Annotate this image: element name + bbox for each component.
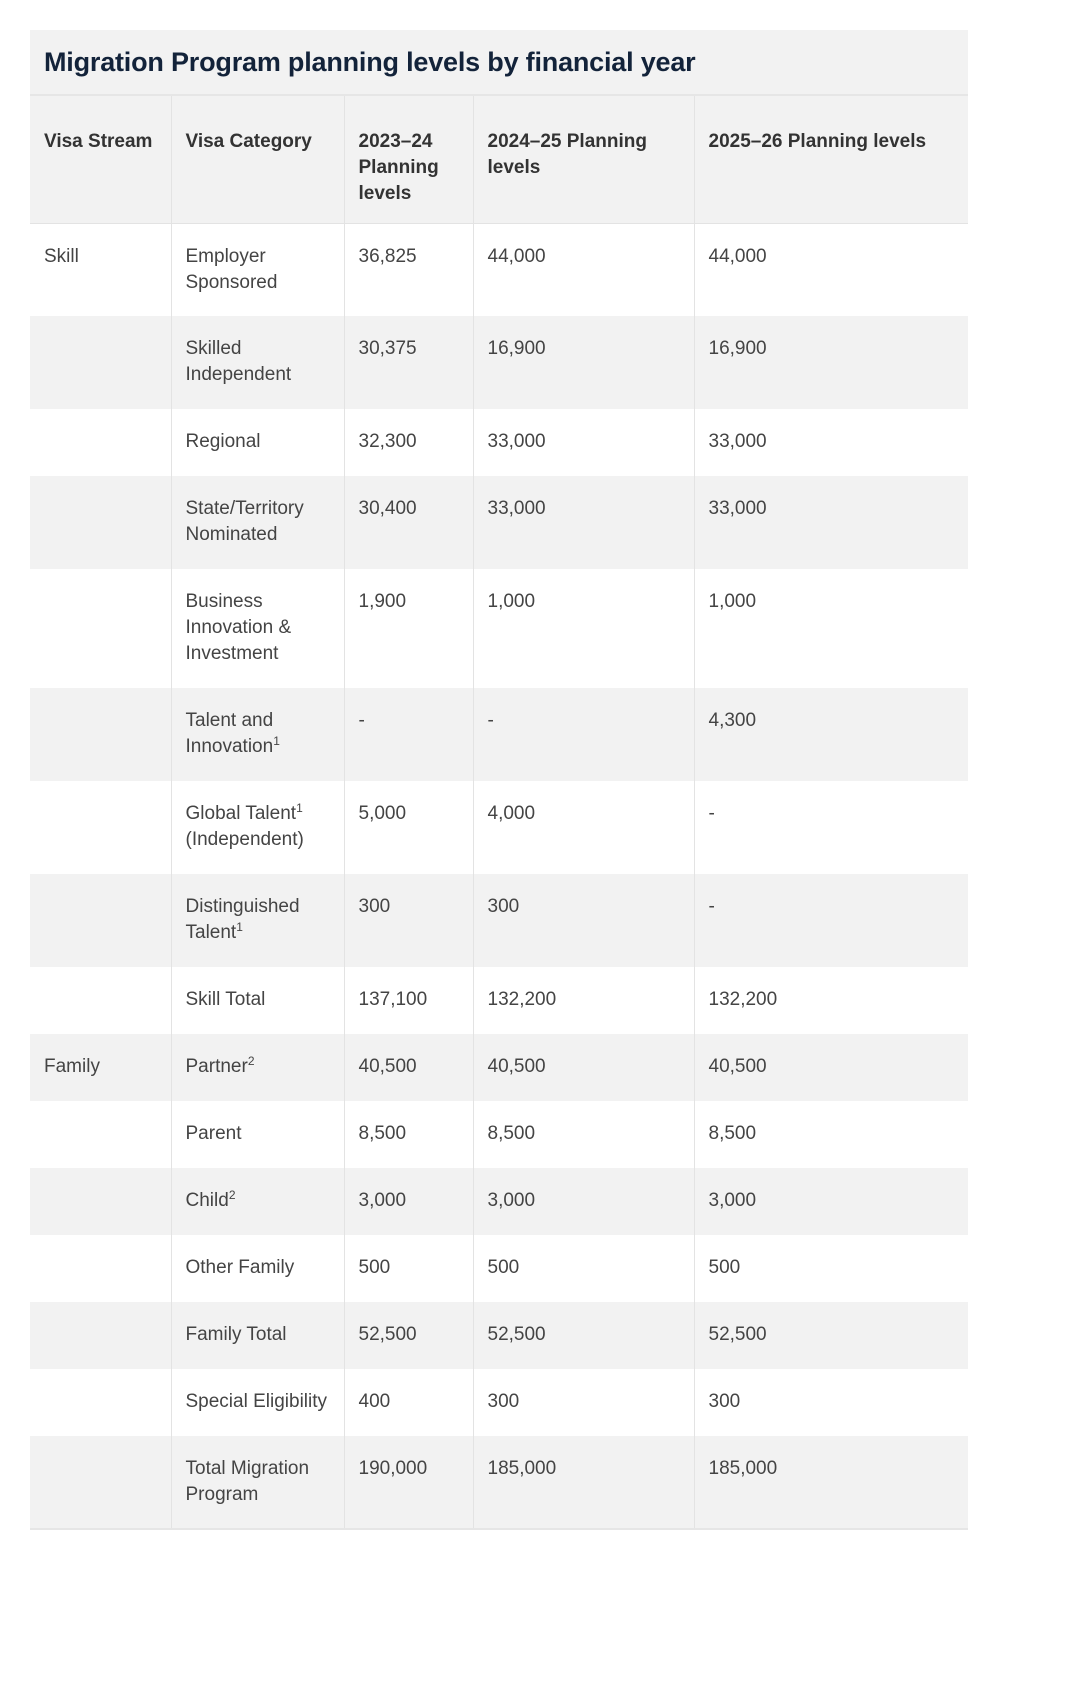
table-row [30,874,968,967]
cell-visa-category [171,967,344,1034]
cell-2025-26-text: 300 [708,1391,741,1412]
cell-2025-26-text: 44,000 [708,245,767,267]
cell-2023-24-text: 137,100 [358,989,428,1010]
cell-2024-25 [473,316,694,409]
cell-2024-25-text: 185,000 [487,1458,557,1479]
cell-2023-24 [344,688,473,781]
cell-2024-25-text: 16,900 [487,338,546,359]
cell-2025-26 [694,316,968,409]
cell-2025-26 [694,781,968,874]
cell-2023-24 [344,781,473,874]
table-row [30,1235,968,1302]
cell-2023-24-text: 5,000 [358,803,407,824]
cell-2024-25 [473,874,694,967]
cell-2023-24 [344,1168,473,1235]
cell-2024-25-text: 33,000 [487,498,546,519]
cell-2025-26-text: 132,200 [708,989,778,1010]
cell-2023-24 [344,1436,473,1529]
table-row [30,223,968,316]
cell-2025-26 [694,476,968,569]
cell-2024-25 [473,1168,694,1235]
cell-2023-24 [344,874,473,967]
cell-2024-25 [473,409,694,476]
cell-visa-category [171,1302,344,1369]
cell-visa-category-text: Business Innovation & Investment [185,591,292,664]
cell-2023-24 [344,1302,473,1369]
cell-2023-24-text: 1,900 [358,591,407,612]
cell-2024-25-text: 1,000 [487,591,536,612]
cell-2025-26-text: 1,000 [708,591,757,612]
cell-2023-24 [344,1369,473,1436]
cell-visa-category-text: Employer Sponsored [185,245,278,293]
cell-2025-26 [694,409,968,476]
cell-2025-26-text: 4,300 [708,710,757,731]
cell-2025-26 [694,1302,968,1369]
cell-2024-25 [473,1436,694,1529]
cell-visa-category-text: Total Migration Program [185,1458,310,1505]
cell-2023-24-text: 32,300 [358,431,417,452]
cell-2024-25 [473,1235,694,1302]
cell-visa-category [171,1235,344,1302]
cell-2023-24 [344,476,473,569]
cell-visa-stream [30,1302,171,1369]
header-2024-25: 2024–25 Planning levels [473,96,694,223]
cell-2025-26-text: - [708,896,715,917]
cell-2025-26-text: 8,500 [708,1123,757,1144]
cell-2023-24-text: 500 [358,1257,391,1278]
cell-2025-26 [694,1369,968,1436]
table-row [30,967,968,1034]
cell-2025-26-text: 33,000 [708,498,767,519]
cell-visa-category-text: Child [185,1190,229,1211]
table-row [30,1302,968,1369]
cell-2025-26-text: 52,500 [708,1324,767,1345]
cell-visa-category [171,1101,344,1168]
cell-2023-24-text: 36,825 [358,245,417,267]
cell-2024-25-text: 3,000 [487,1190,536,1211]
cell-2024-25 [473,688,694,781]
cell-2023-24-text: 300 [358,896,391,917]
cell-visa-category [171,223,344,316]
cell-2025-26 [694,1168,968,1235]
cell-2024-25 [473,1034,694,1101]
cell-2024-25-text: - [487,710,494,731]
cell-visa-category-text: Regional [185,431,261,452]
cell-visa-category-text: Partner [185,1056,248,1077]
cell-2024-25 [473,967,694,1034]
cell-2024-25-text: 8,500 [487,1123,536,1144]
cell-visa-stream [30,781,171,874]
table-row [30,316,968,409]
cell-visa-category-text: State/Territory Nominated [185,498,304,545]
cell-2023-24 [344,1235,473,1302]
table-row [30,1101,968,1168]
cell-visa-category-text: Distinguished Talent [185,896,300,943]
cell-visa-category [171,1168,344,1235]
cell-2023-24 [344,316,473,409]
table-row [30,409,968,476]
header-visa-stream: Visa Stream [30,96,171,223]
table-row [30,1436,968,1529]
cell-2025-26 [694,874,968,967]
cell-2023-24 [344,1034,473,1101]
cell-visa-category-text: Skilled Independent [185,338,292,385]
header-2023-24: 2023–24 Planning levels [344,96,473,223]
cell-2023-24 [344,967,473,1034]
cell-visa-stream [30,569,171,688]
cell-2024-25 [473,781,694,874]
cell-visa-stream [30,1034,171,1101]
cell-2025-26 [694,569,968,688]
table-title-bar [30,30,968,96]
header-visa-category: Visa Category [171,96,344,223]
footnote-marker: 2 [247,1054,255,1068]
cell-visa-stream [30,316,171,409]
cell-2023-24-text: 40,500 [358,1056,417,1077]
cell-2025-26 [694,1436,968,1529]
cell-2025-26 [694,688,968,781]
cell-2025-26 [694,223,968,316]
cell-visa-stream [30,967,171,1034]
cell-2023-24 [344,409,473,476]
cell-2024-25-text: 52,500 [487,1324,546,1345]
cell-visa-category [171,1034,344,1101]
cell-2024-25 [473,1369,694,1436]
cell-2023-24 [344,1101,473,1168]
cell-visa-category-text: Skill Total [185,989,266,1010]
cell-2024-25-text: 500 [487,1257,520,1278]
category-suffix: (Independent) [185,829,304,850]
cell-2024-25 [473,476,694,569]
cell-visa-category-text: Family Total [185,1324,287,1345]
cell-visa-stream [30,1369,171,1436]
cell-2024-25-text: 33,000 [487,431,546,452]
planning-levels-table [30,96,968,1530]
cell-2024-25-text: 40,500 [487,1056,546,1077]
table-body [30,223,968,1529]
cell-visa-category [171,1369,344,1436]
header-2025-26: 2025–26 Planning levels [694,96,968,223]
cell-2025-26-text: 3,000 [708,1190,757,1211]
cell-2023-24-text: 52,500 [358,1324,417,1345]
planning-levels-table-container [30,30,968,1530]
header-row [30,96,968,223]
cell-visa-category-text: Global Talent [185,803,297,824]
cell-visa-category [171,409,344,476]
cell-visa-category [171,781,344,874]
cell-visa-stream [30,409,171,476]
cell-2024-25-text: 300 [487,1391,520,1412]
cell-2024-25 [473,569,694,688]
cell-2024-25-text: 4,000 [487,803,536,824]
cell-2025-26-text: - [708,803,715,824]
cell-2025-26-text: 16,900 [708,338,767,359]
cell-2024-25 [473,1101,694,1168]
cell-2024-25-text: 44,000 [487,245,546,267]
cell-2023-24-text: 190,000 [358,1458,428,1479]
cell-visa-category [171,874,344,967]
cell-visa-stream [30,1235,171,1302]
cell-2023-24-text: - [358,710,365,731]
cell-2023-24-text: 400 [358,1391,391,1412]
cell-2025-26-text: 33,000 [708,431,767,452]
cell-visa-category [171,476,344,569]
cell-2023-24-text: 30,375 [358,338,417,359]
cell-visa-category-text: Other Family [185,1257,295,1278]
cell-visa-category [171,569,344,688]
cell-2025-26 [694,1034,968,1101]
cell-2023-24 [344,569,473,688]
table-row [30,569,968,688]
cell-visa-stream-text: Family [44,1056,100,1077]
cell-2024-25-text: 132,200 [487,989,557,1010]
cell-2025-26 [694,1235,968,1302]
cell-visa-category-text: Parent [185,1123,242,1144]
table-title: Migration Program planning levels by financial year [44,46,696,77]
cell-2025-26-text: 185,000 [708,1458,778,1479]
footnote-marker: 1 [296,801,303,815]
cell-2024-25-text: 300 [487,896,520,917]
cell-visa-stream [30,476,171,569]
cell-2025-26-text: 40,500 [708,1056,767,1077]
cell-visa-stream [30,1101,171,1168]
cell-2023-24 [344,223,473,316]
cell-2023-24-text: 8,500 [358,1123,407,1144]
cell-2025-26 [694,1101,968,1168]
cell-visa-stream [30,223,171,316]
table-row [30,1369,968,1436]
cell-visa-stream-text: Skill [44,245,79,267]
cell-visa-category [171,316,344,409]
cell-2023-24-text: 30,400 [358,498,417,519]
cell-visa-category [171,1436,344,1529]
footnote-marker: 1 [273,734,280,748]
table-row [30,476,968,569]
footnote-marker: 1 [236,920,243,934]
cell-visa-stream [30,874,171,967]
table-row [30,781,968,874]
cell-visa-category-text: Special Eligibility [185,1391,328,1412]
cell-visa-stream [30,1436,171,1529]
cell-2023-24-text: 3,000 [358,1190,407,1211]
footnote-marker: 2 [228,1188,236,1202]
cell-2024-25 [473,223,694,316]
cell-visa-category [171,688,344,781]
cell-2024-25 [473,1302,694,1369]
cell-visa-stream [30,1168,171,1235]
cell-visa-stream [30,688,171,781]
table-row [30,688,968,781]
table-row [30,1168,968,1235]
table-row [30,1034,968,1101]
cell-visa-category-text: Talent and Innovation [185,710,274,757]
cell-2025-26 [694,967,968,1034]
cell-2025-26-text: 500 [708,1257,741,1278]
